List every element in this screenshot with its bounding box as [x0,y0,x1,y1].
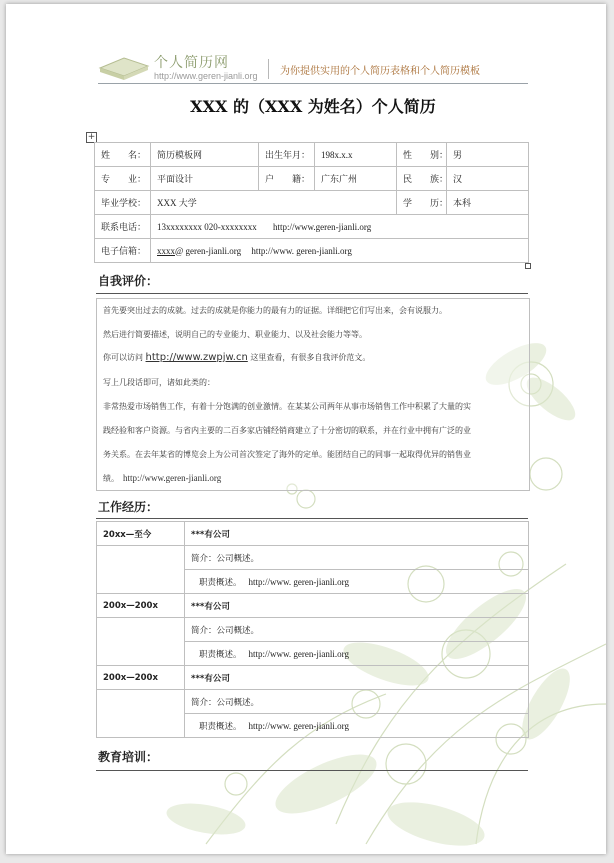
eval-line: 非常热爱市场销售工作，有着十分饱满的创业激情。在某某公司两年从事市场销售工作中积累了大量的实 [103,402,471,411]
table-row [95,239,529,263]
work-duty-cell [185,570,529,594]
work-table [96,521,529,738]
resume-title: XXX 的（XXX 为姓名）个人简历 [190,97,436,116]
hukou-value: 广东广州 [315,167,397,191]
work-duty: 职责概述。 [199,577,238,588]
eval-visit-line [103,352,370,363]
work-period: 200x—200x [97,666,185,690]
eval-line: 然后进行简要描述，说明自己的专业能力、职业能力、以及社会能力等等。 [103,330,367,339]
eval-line: 首先要突出过去的成就。过去的成就是你能力的最有力的证据。详细把它们写出来，会有说服力。 [103,306,447,315]
work-heading: 工作经历： [98,500,159,514]
work-period: 20xx—至今 [97,522,185,546]
self-eval-divider [96,293,528,294]
table-move-handle-icon[interactable]: + [87,132,96,142]
table-row [95,167,529,191]
birth-label: 出生年月： [259,143,315,167]
work-duty-cell [185,642,529,666]
email-url-link[interactable]: http://www. geren-jianli.org [251,245,352,256]
work-duty: 职责概述。 [199,649,238,660]
work-url-link[interactable]: http://www. geren-jianli.org [248,720,349,731]
header-separator [268,59,269,79]
school-value: XXX 大学 [151,191,397,215]
header-divider [98,83,528,84]
table-row [95,215,529,239]
edu-label: 学 历： [397,191,447,215]
phone-value: 13xxxxxxxx 020-xxxxxxxx [157,221,257,232]
visit-link[interactable]: http://www.zwpjw.cn [145,352,248,363]
work-duty: 职责概述。 [199,721,238,732]
work-empty-cell [97,546,185,594]
table-row [97,594,529,618]
work-url-link[interactable]: http://www. geren-jianli.org [248,648,349,659]
name-value: 简历模板网 [151,143,259,167]
book-logo-icon [98,54,150,80]
work-intro: 简介：公司概述。 [185,546,529,570]
work-intro: 简介：公司概述。 [185,618,529,642]
phone-cell [151,215,529,239]
work-url-link[interactable]: http://www. geren-jianli.org [248,576,349,587]
work-company: ***有公司 [185,594,529,618]
eval-last-line [103,473,221,484]
resume-page [6,4,606,854]
eval-line: 务关系。在去年某省的博览会上为公司首次签定了海外的定单。能团结自己的同事一起取得优异的销售业 [103,450,471,459]
name-label: 姓 名： [95,143,151,167]
email-value[interactable]: @ geren-jianli.org [175,245,242,256]
table-row [95,191,529,215]
work-company: ***有公司 [185,522,529,546]
work-company: ***有公司 [185,666,529,690]
table-resize-handle[interactable] [525,263,531,269]
education-heading: 教育培训： [98,750,159,764]
eval-line: 写上几段话即可，诸如此类的： [103,378,215,387]
school-label: 毕业学校： [95,191,151,215]
table-row [97,522,529,546]
self-eval-heading: 自我评价： [98,274,159,288]
self-eval-box [96,298,530,491]
ethnic-label: 民 族： [397,167,447,191]
major-label: 专 业： [95,167,151,191]
table-row [97,618,529,642]
work-divider [96,518,528,519]
work-empty-cell [97,618,185,666]
edu-value: 本科 [447,191,529,215]
hukou-label: 户 籍： [259,167,315,191]
visit-prefix: 你可以访问 [103,353,143,362]
phone-url-link[interactable]: http://www.geren-jianli.org [273,221,372,232]
work-empty-cell [97,690,185,738]
ethnic-value: 汉 [447,167,529,191]
gender-value: 男 [447,143,529,167]
eval-line: 践经验和客户资源。与省内主要的二百多家店铺经销商建立了十分密切的联系，并在行业中拥有广泛的业 [103,426,471,435]
gender-label: 性 别： [397,143,447,167]
table-row [97,690,529,714]
table-row [97,546,529,570]
visit-suffix: 这里查看，有很多自我评价范文。 [250,353,371,362]
birth-value: 198x.x.x [315,143,397,167]
work-intro: 简介：公司概述。 [185,690,529,714]
phone-label: 联系电话： [95,215,151,239]
email-user[interactable]: xxxx [157,245,175,256]
personal-info-table [94,142,529,263]
table-row [97,666,529,690]
eval-url-link[interactable]: http://www.geren-jianli.org [123,473,222,483]
eval-line-end: 绩。 [103,474,115,483]
email-cell [151,239,529,263]
email-label: 电子信箱： [95,239,151,263]
brand-slogan: 为你提供实用的个人简历表格和个人简历模板 [280,66,480,77]
work-duty-cell [185,714,529,738]
table-row [95,143,529,167]
work-period: 200x—200x [97,594,185,618]
brand-url[interactable]: http://www.geren-jianli.org [154,71,258,81]
major-value: 平面设计 [151,167,259,191]
education-divider [96,770,528,771]
brand-name: 个人简历网 [154,55,229,71]
